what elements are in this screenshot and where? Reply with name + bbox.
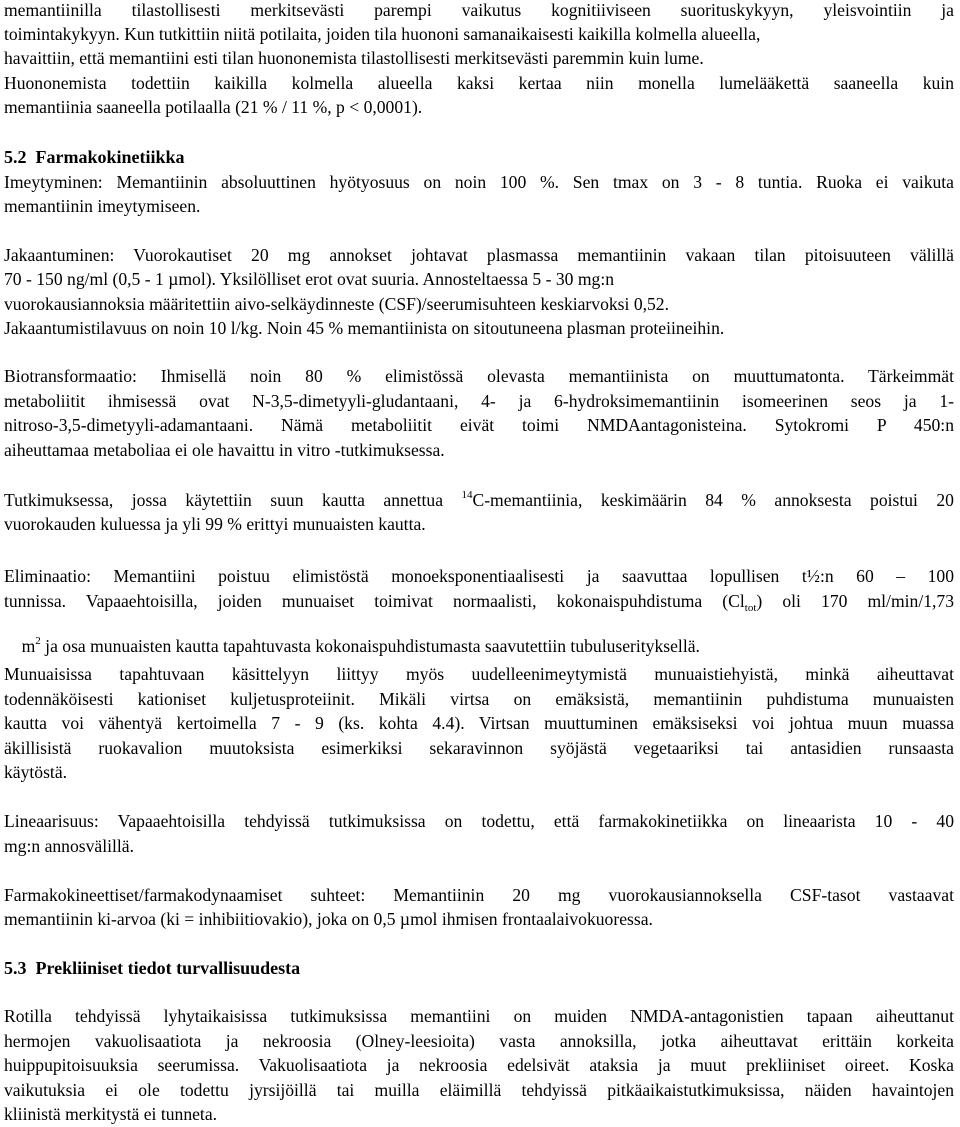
text-line: vuorokauden kuluessa ja yli 99 % erittyi munuaisten kautta. (4, 514, 426, 534)
text-line: äkillisistä ruokavalion muutoksista esimerkiksi sekaravinnon syöjästä vegetaariksi tai antasidien runsaasta (4, 738, 954, 758)
superscript: 2 (35, 635, 41, 647)
text-fragment: ) oli 170 ml/min/1,73 (756, 591, 954, 611)
text-line: 70 - 150 ng/ml (0,5 - 1 µmol). Yksilölliset erot ovat suuria. Annosteltaessa 5 - 30 mg:n (4, 269, 615, 289)
text-line: hermojen vakuolisaatiota ja nekroosia (Olney-leesioita) vasta annoksilla, jotka aiheuttavat erittäin korkeita (4, 1031, 954, 1051)
text-line: käytöstä. (4, 762, 68, 782)
text-line: Jakaantuminen: Vuorokautiset 20 mg annokset johtavat plasmassa memantiinin vakaan tilan pitoisuuteen välillä (4, 245, 954, 265)
text-fragment: m (21, 636, 36, 656)
text-line: Eliminaatio: Memantiini poistuu elimistöstä monoeksponentiaalisesti ja saavuttaa lopullisen t½:n 60 – 100 (4, 566, 954, 586)
text-line: Lineaarisuus: Vapaaehtoisilla tehdyissä tutkimuksissa on todettu, että farmakokinetiikka on lineaarista 10 - 40 (4, 811, 954, 831)
text-line: Jakaantumistilavuus on noin 10 l/kg. Noin 45 % memantiinista on sitoutuneena plasman proteiineihin. (4, 318, 725, 338)
text-line: havaittiin, että memantiini esti tilan huononemista tilastollisesti merkitsevästi paremmin kuin lume. (4, 48, 704, 68)
text-fragment: Tutkimuksessa, jossa käytettiin suun kautta annettua (4, 490, 462, 510)
text-line: aiheuttamaa metaboliaa ei ole havaittu in vitro -tutkimuksessa. (4, 440, 445, 460)
text-line: Imeytyminen: Memantiinin absoluuttinen hyötyosuus on noin 100 %. Sen tmax on 3 - 8 tuntia. Ruoka ei vaikuta (4, 172, 954, 192)
text-line: memantiinin imeytymiseen. (4, 196, 201, 216)
text-line: kliinistä merkitystä ei tunneta. (4, 1104, 218, 1124)
text-line: memantiinia saaneella potilaalla (21 % / 11 %, p < 0,0001). (4, 97, 423, 117)
superscript: 14 (461, 489, 473, 501)
text-line (4, 490, 954, 513)
section-heading-5-3: 5.3 Prekliiniset tiedot turvallisuudesta (4, 958, 301, 978)
text-line: mg:n annosvälillä. (4, 836, 134, 856)
text-line: vuorokausiannoksia määritettiin aivo-selkäydinneste (CSF)/seerumisuhteen keskiarvoksi 0,52. (4, 294, 670, 314)
text-line: Rotilla tehdyissä lyhytaikaisissa tutkimuksissa memantiini on muiden NMDA-antagonistien tapaan aiheuttanut (4, 1006, 954, 1026)
text-line: Biotransformaatio: Ihmisellä noin 80 % elimistössä olevasta memantiinista on muuttumatonta. Tärkeimmät (4, 366, 954, 386)
text-line: kautta voi vähentyä kertoimella 7 - 9 (ks. kohta 4.4). Virtsan muuttuminen emäksiseksi voi johtua muun muassa (4, 713, 954, 733)
text-fragment: ja osa munuaisten kautta tapahtuvasta kokonaispuhdistumasta saavutettiin tubuluserityksellä. (40, 636, 700, 656)
text-line: memantiinin ki-arvoa (ki = inhibiitiovakio), joka on 0,5 µmol ihmisen frontaalaivokuoressa. (4, 909, 653, 929)
subscript: tot (744, 602, 757, 614)
text-fragment: tunnissa. Vapaaehtoisilla, joiden munuaiset toimivat normaalisti, kokonaispuhdistuma (Cl (4, 591, 745, 611)
text-line: memantiinilla tilastollisesti merkitsevästi parempi vaikutus kognitiiviseen suorituskykyyn, yleisvointiin ja (4, 0, 954, 20)
text-fragment: C-memantiinia, keskimäärin 84 % annoksesta poistui 20 (472, 490, 954, 510)
text-line: vaikutuksia ei ole todettu jyrsijöillä tai muilla eläimillä tehdyissä pitkäaikaistutkimuksissa, näiden havaintojen (4, 1080, 954, 1100)
text-line: huippupitoisuuksia seerumissa. Vakuolisaatiota ja nekroosia edelsivät ataksia ja muut prekliiniset oireet. Koska (4, 1055, 954, 1075)
text-line: Munuaisissa tapahtuvaan käsittelyyn liittyy myös uudelleenimeytymistä munuaistiehyistä, minkä aiheuttavat (4, 664, 954, 684)
text-line: todennäköisesti kationiset kuljetusproteiinit. Mikäli virtsa on emäksistä, memantiinin puhdistuma munuaisten (4, 689, 954, 709)
section-heading-5-2: 5.2 Farmakokinetiikka (4, 147, 185, 167)
text-line: Farmakokineettiset/farmakodynaamiset suhteet: Memantiinin 20 mg vuorokausiannoksella CSF-tasot vastaavat (4, 885, 954, 905)
text-line: Huononemista todettiin kaikilla kolmella alueella kaksi kertaa niin monella lumelääkettä saaneella kuin (4, 73, 954, 93)
text-line: toimintakykyyn. Kun tutkittiin niitä potilaita, joiden tila huononi samanaikaisesti kaikilla kolmella alueella, (4, 24, 761, 44)
text-line: metaboliitit ihmisessä ovat N-3,5-dimetyyli-gludantaani, 4- ja 6-hydroksimemantiinin isomeerinen seos ja 1- (4, 391, 954, 411)
text-line: nitroso-3,5-dimetyyli-adamantaani. Nämä metaboliitit eivät toimi NMDAantagonisteina. Sytokromi P 450:n (4, 415, 954, 435)
text-line (4, 591, 954, 614)
